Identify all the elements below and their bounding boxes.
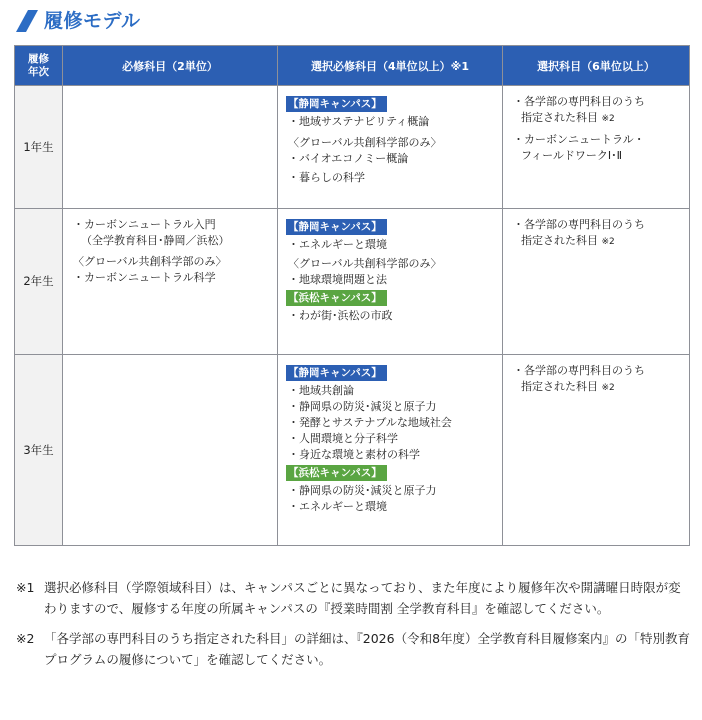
course-item: ・静岡県の防災･減災と原子力: [288, 400, 437, 413]
footnote-2: [16, 628, 692, 670]
course-item-continued: フィールドワークⅠ･Ⅱ: [521, 149, 623, 162]
course-item-continued: [511, 233, 683, 250]
course-item: ・人間環境と分子科学: [288, 432, 398, 445]
elective-cell: [503, 86, 690, 209]
header-year-line1: 履修: [28, 52, 49, 65]
course-item: ・カーボンニュートラル・: [513, 133, 645, 146]
course-item: ・エネルギーと環境: [288, 238, 387, 251]
table-row: [15, 355, 690, 546]
course-item: ・静岡県の防災･減災と原子力: [288, 484, 437, 497]
course-item-continued: [511, 110, 683, 127]
table-row: [15, 86, 690, 209]
elective-cell: [503, 209, 690, 355]
course-item: ・わが街･浜松の市政: [288, 309, 393, 322]
table-row: [15, 209, 690, 355]
course-item-continued: （全学教育科目･静岡／浜松）: [81, 234, 230, 247]
header-selective-required: 選択必修科目（4単位以上）※1: [278, 46, 503, 86]
header-required: 必修科目（2単位）: [63, 46, 278, 86]
campus-badge-shizuoka: 【静岡キャンパス】: [286, 96, 387, 112]
course-item: ・エネルギーと環境: [288, 500, 387, 513]
footnote-mark: ※1: [16, 580, 35, 595]
course-item-text: 指定された科目: [521, 111, 602, 124]
note-ref: ※2: [601, 237, 615, 247]
course-item: ・各学部の専門科目のうち: [513, 95, 645, 108]
campus-badge-hamamatsu: 【浜松キャンパス】: [286, 465, 387, 481]
faculty-note: 〈グローバル共創科学部のみ〉: [288, 257, 442, 270]
course-item: ・各学部の専門科目のうち: [513, 364, 645, 377]
course-item: ・各学部の専門科目のうち: [513, 218, 645, 231]
elective-cell: [503, 355, 690, 546]
faculty-note: 〈グローバル共創科学部のみ〉: [73, 255, 227, 268]
campus-badge-shizuoka: 【静岡キャンパス】: [286, 219, 387, 235]
course-item: ・暮らしの科学: [288, 171, 365, 184]
course-item-text: 指定された科目: [521, 234, 602, 247]
footnote-text: 選択必修科目（学際領域科目）は、キャンパスごとに異なっており、また年度により履修年次や開講曜日時限が変わりますので、履修する年度の所属キャンパスの『授業時間割 全学教育科目』を確認してください。: [44, 580, 681, 616]
header-elective: 選択科目（6単位以上）: [503, 46, 690, 86]
course-item: ・地球環境問題と法: [288, 273, 387, 286]
course-item-continued: [511, 379, 683, 396]
campus-badge-shizuoka: 【静岡キャンパス】: [286, 365, 387, 381]
header-year-line2: 年次: [28, 65, 49, 78]
note-ref: ※2: [601, 114, 615, 124]
course-item: ・バイオエコノミー概論: [288, 152, 409, 165]
course-item: ・カーボンニュートラル入門: [73, 218, 216, 231]
course-item: ・身近な環境と素材の科学: [288, 448, 420, 461]
required-cell: [63, 355, 278, 546]
year-cell: 3年生: [15, 355, 63, 546]
year-cell: 1年生: [15, 86, 63, 209]
required-cell: [63, 209, 278, 355]
campus-badge-hamamatsu: 【浜松キャンパス】: [286, 290, 387, 306]
faculty-note: 〈グローバル共創科学部のみ〉: [288, 136, 442, 149]
title-area: [16, 8, 141, 34]
footnote-mark: ※2: [16, 631, 35, 646]
required-cell: [63, 86, 278, 209]
table-header-row: [15, 46, 690, 86]
curriculum-model-table: [14, 45, 690, 546]
course-item: ・発酵とサステナブルな地域社会: [288, 416, 452, 429]
course-item: ・カーボンニュートラル科学: [73, 271, 216, 284]
year-cell: 2年生: [15, 209, 63, 355]
selective-required-cell: [278, 355, 503, 546]
course-item: ・地域共創論: [288, 384, 354, 397]
course-item-text: 指定された科目: [521, 380, 602, 393]
selective-required-cell: [278, 86, 503, 209]
footnote-text: 「各学部の専門科目のうち指定された科目」の詳細は、『2026（令和8年度）全学教育科目履修案内』の「特別教育プログラムの履修について」を確認してください。: [44, 631, 691, 667]
page-title: 履修モデル: [44, 10, 141, 32]
footnotes: [16, 577, 692, 679]
footnote-1: [16, 577, 692, 619]
selective-required-cell: [278, 209, 503, 355]
slash-icon: [16, 10, 38, 32]
header-year: [15, 46, 63, 86]
course-item: ・地域サステナビリティ概論: [288, 115, 430, 128]
note-ref: ※2: [601, 383, 615, 393]
